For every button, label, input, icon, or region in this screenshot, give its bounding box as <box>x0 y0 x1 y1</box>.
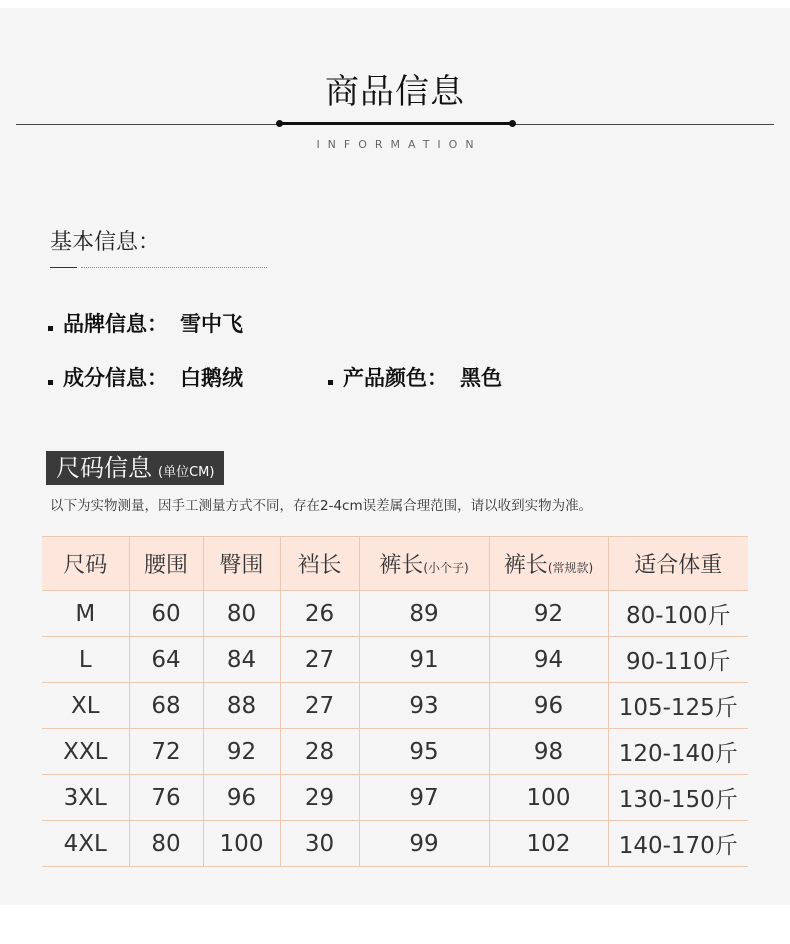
table-row <box>42 637 748 683</box>
table-row <box>42 821 748 867</box>
brand-value: 雪中飞 <box>180 312 243 336</box>
cell: 80 <box>203 591 280 637</box>
material-info <box>48 362 243 392</box>
color-info <box>328 362 502 392</box>
cell: 102 <box>489 821 608 867</box>
cell: 98 <box>489 729 608 775</box>
cell: 90-110斤 <box>608 637 748 683</box>
cell: 97 <box>359 775 489 821</box>
cell: 120-140斤 <box>608 729 748 775</box>
cell: XXL <box>42 729 129 775</box>
page-subtitle: INFORMATION <box>316 138 482 151</box>
cell: 96 <box>489 683 608 729</box>
cell: M <box>42 591 129 637</box>
cell: 99 <box>359 821 489 867</box>
bullet-icon <box>328 380 333 385</box>
color-value: 黑色 <box>460 366 502 390</box>
cell: 72 <box>129 729 203 775</box>
cell: 92 <box>203 729 280 775</box>
cell: 95 <box>359 729 489 775</box>
table-row <box>42 591 748 637</box>
header-rise: 裆长 <box>280 537 359 591</box>
header-weight: 适合体重 <box>608 537 748 591</box>
table-row <box>42 683 748 729</box>
cell: 80 <box>129 821 203 867</box>
cell: 100 <box>489 775 608 821</box>
basic-info-dotted-line <box>81 267 267 268</box>
cell: 68 <box>129 683 203 729</box>
cell: 4XL <box>42 821 129 867</box>
cell: 29 <box>280 775 359 821</box>
header-length-petite: 裤长(小个子) <box>359 537 489 591</box>
divider-dot-left <box>276 120 283 127</box>
cell: 96 <box>203 775 280 821</box>
cell: 76 <box>129 775 203 821</box>
brand-label: 品牌信息： <box>63 312 168 336</box>
size-info-tag <box>46 451 224 485</box>
cell: 100 <box>203 821 280 867</box>
cell: XL <box>42 683 129 729</box>
measurement-note: 以下为实物测量，因手工测量方式不同，存在2-4cm误差属合理范围，请以收到实物为准。 <box>50 498 593 514</box>
page-title: 商品信息 <box>325 72 465 112</box>
cell: 89 <box>359 591 489 637</box>
size-info-title: 尺码信息 <box>56 454 152 482</box>
brand-info <box>48 308 243 338</box>
table-row <box>42 775 748 821</box>
cell: 30 <box>280 821 359 867</box>
cell: 28 <box>280 729 359 775</box>
bullet-icon <box>48 380 53 385</box>
material-value: 白鹅绒 <box>180 366 243 390</box>
material-label: 成分信息： <box>63 366 168 390</box>
cell: 140-170斤 <box>608 821 748 867</box>
cell: 92 <box>489 591 608 637</box>
header-waist: 腰围 <box>129 537 203 591</box>
color-label: 产品颜色： <box>343 366 448 390</box>
title-divider-accent <box>279 122 512 125</box>
cell: L <box>42 637 129 683</box>
size-info-unit: (单位CM) <box>158 465 215 480</box>
divider-dot-right <box>509 120 516 127</box>
table-row <box>42 729 748 775</box>
cell: 88 <box>203 683 280 729</box>
size-table <box>42 536 748 867</box>
cell: 130-150斤 <box>608 775 748 821</box>
cell: 27 <box>280 683 359 729</box>
cell: 3XL <box>42 775 129 821</box>
cell: 94 <box>489 637 608 683</box>
header-length-regular: 裤长(常规款) <box>489 537 608 591</box>
bullet-icon <box>48 326 53 331</box>
cell: 84 <box>203 637 280 683</box>
cell: 60 <box>129 591 203 637</box>
basic-info-underline <box>50 267 77 268</box>
cell: 27 <box>280 637 359 683</box>
table-header-row <box>42 537 748 591</box>
cell: 64 <box>129 637 203 683</box>
basic-info-label: 基本信息： <box>50 230 161 255</box>
cell: 26 <box>280 591 359 637</box>
header-size: 尺码 <box>42 537 129 591</box>
cell: 93 <box>359 683 489 729</box>
header-hip: 臀围 <box>203 537 280 591</box>
cell: 91 <box>359 637 489 683</box>
cell: 105-125斤 <box>608 683 748 729</box>
cell: 80-100斤 <box>608 591 748 637</box>
